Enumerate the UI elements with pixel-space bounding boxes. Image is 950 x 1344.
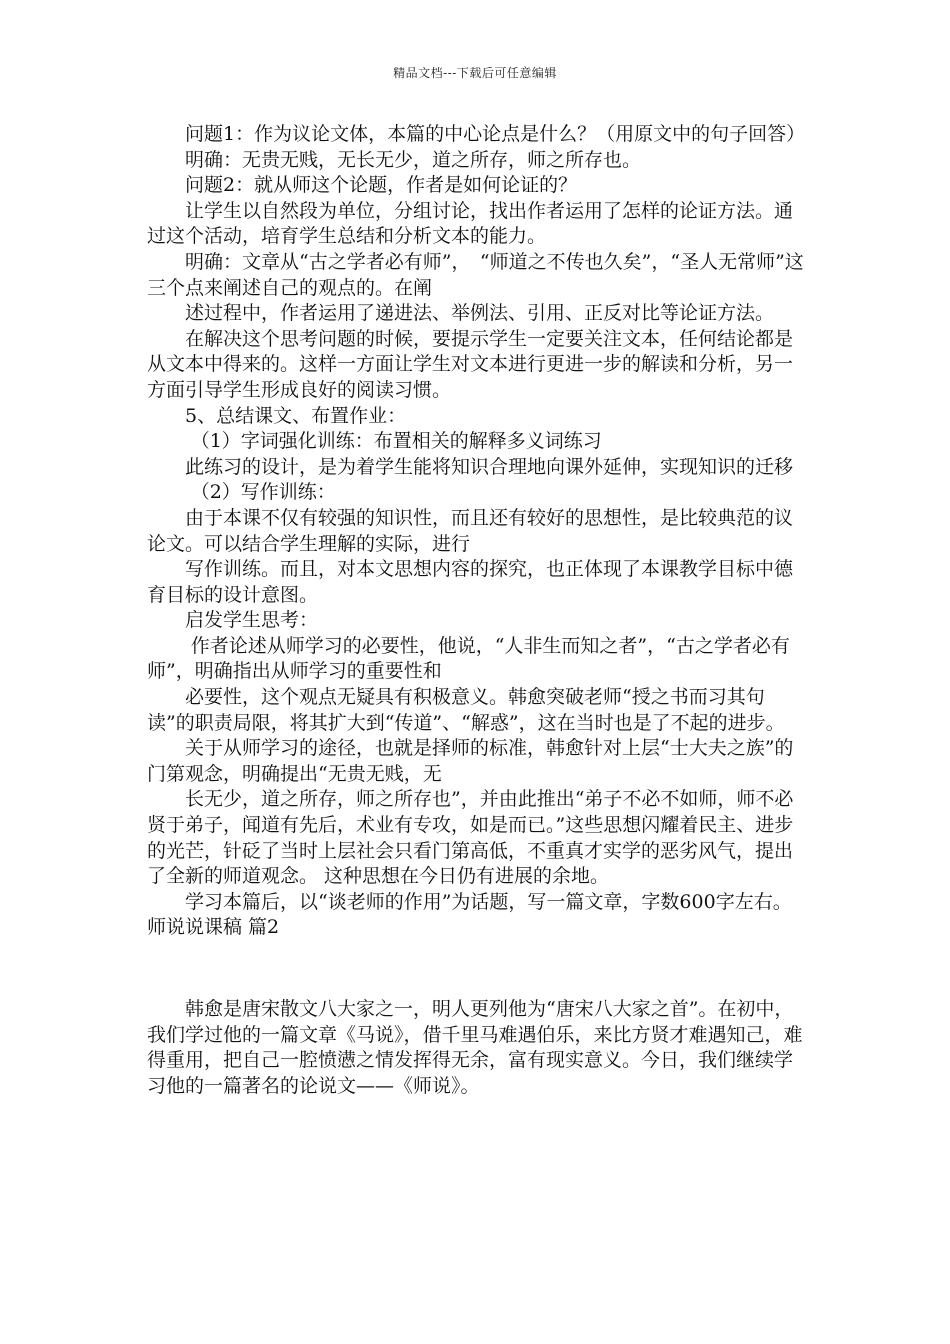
paragraph-group-discussion: 让学生以自然段为单位，分组讨论，找出作者运用了怎样的论证方法。通过这个活动，培育学生总结和分析文本的能力。 [147, 199, 794, 248]
paragraph-writing-reason: 由于本课不仅有较强的知识性，而且还有较好的思想性，是比较典范的议论文。可以结合学生理解的实际，进行 [147, 506, 794, 555]
paragraph-assignment: 学习本篇后，以“谈老师的作用”为话题，写一篇文章，字数600字左右。师说说课稿 篇2 [147, 890, 792, 939]
paragraph-prompt-thinking: 启发学生思考： [185, 609, 319, 632]
paragraph-necessity: 作者论述从师学习的必要性，他说，“人非生而知之者”，“古之学者必有师”，明确指出从师学习的重要性和 [147, 634, 790, 683]
paragraph-question-2: 问题2：就从师这个论题，作者是如何论证的？ [185, 174, 578, 197]
paragraph-summary-heading: 5、总结课文、布置作业： [185, 404, 407, 427]
paragraph-teacher-standard-cont: 长无少，道之所存，师之所存也”，并由此推出“弟子不必不如师，师不必贤于弟子，闻道有先后，术业有专攻，如是而已。”这些思想闪耀着民主、进步的光芒，针砭了当时上层社会只看门第高低，不重真才实学的恶劣风气，提出了全新的师道观念。 这种思想在今日仍有进展的余地。 [147, 788, 794, 888]
page-header: 精品文档---下载后可任意编辑 [393, 66, 557, 80]
paragraph-answer-2: 明确：文章从“古之学者必有师”， “师道之不传也久矣”，“圣人无常师”这三个点来阐述自己的观点的。在阐 [147, 250, 804, 299]
section-gap [147, 941, 807, 997]
document-body [147, 122, 807, 1099]
paragraph-focus-on-text: 在解决这个思考问题的时候，要提示学生一定要关注文本，任何结论都是从文本中得来的。这样一方面让学生对文本进行更进一步的解读和分析，另一方面引导学生形成良好的阅读习惯。 [147, 327, 794, 401]
paragraph-exercise-1: （1）字词强化训练：布置相关的解释多义词练习 [190, 430, 602, 453]
paragraph-answer-1: 明确：无贵无贱，无长无少，道之所存，师之所存也。 [185, 148, 642, 171]
paragraph-question-1: 问题1：作为议论文体，本篇的中心论点是什么？（用原文中的句子回答） [185, 123, 806, 145]
paragraph-argument-methods: 述过程中，作者运用了递进法、举例法、引用、正反对比等论证方法。 [185, 302, 775, 325]
paragraph-necessity-cont: 必要性，这个观点无疑具有积极意义。韩愈突破老师“授之书而习其句读”的职责局限，将其扩大到“传道”、“解惑”，这在当时也是了不起的进步。 [147, 686, 785, 734]
paragraph-exercise-1-purpose: 此练习的设计，是为着学生能将知识合理地向课外延伸，实现知识的迁移 [185, 455, 794, 478]
paragraph-han-yu-intro: 韩愈是唐宋散文八大家之一，明人更列他为“唐宋八大家之首”。在初中，我们学过他的一篇文章《马说》，借千里马难遇伯乐，来比方贤才难遇知己，难得重用，把自己一腔愤懑之情发挥得无余，富有现实意义。今日，我们继续学习他的一篇著名的论说文——《师说》。 [147, 998, 803, 1097]
paragraph-writing-training: 写作训练。而且，对本文思想内容的探究，也正体现了本课教学目标中德育目标的设计意图。 [147, 558, 794, 606]
paragraph-teacher-standard: 关于从师学习的途径，也就是择师的标准，韩愈针对上层“士大夫之族”的门第观念，明确提出“无贵无贱，无 [147, 737, 794, 785]
paragraph-exercise-2: （2）写作训练： [190, 481, 336, 504]
